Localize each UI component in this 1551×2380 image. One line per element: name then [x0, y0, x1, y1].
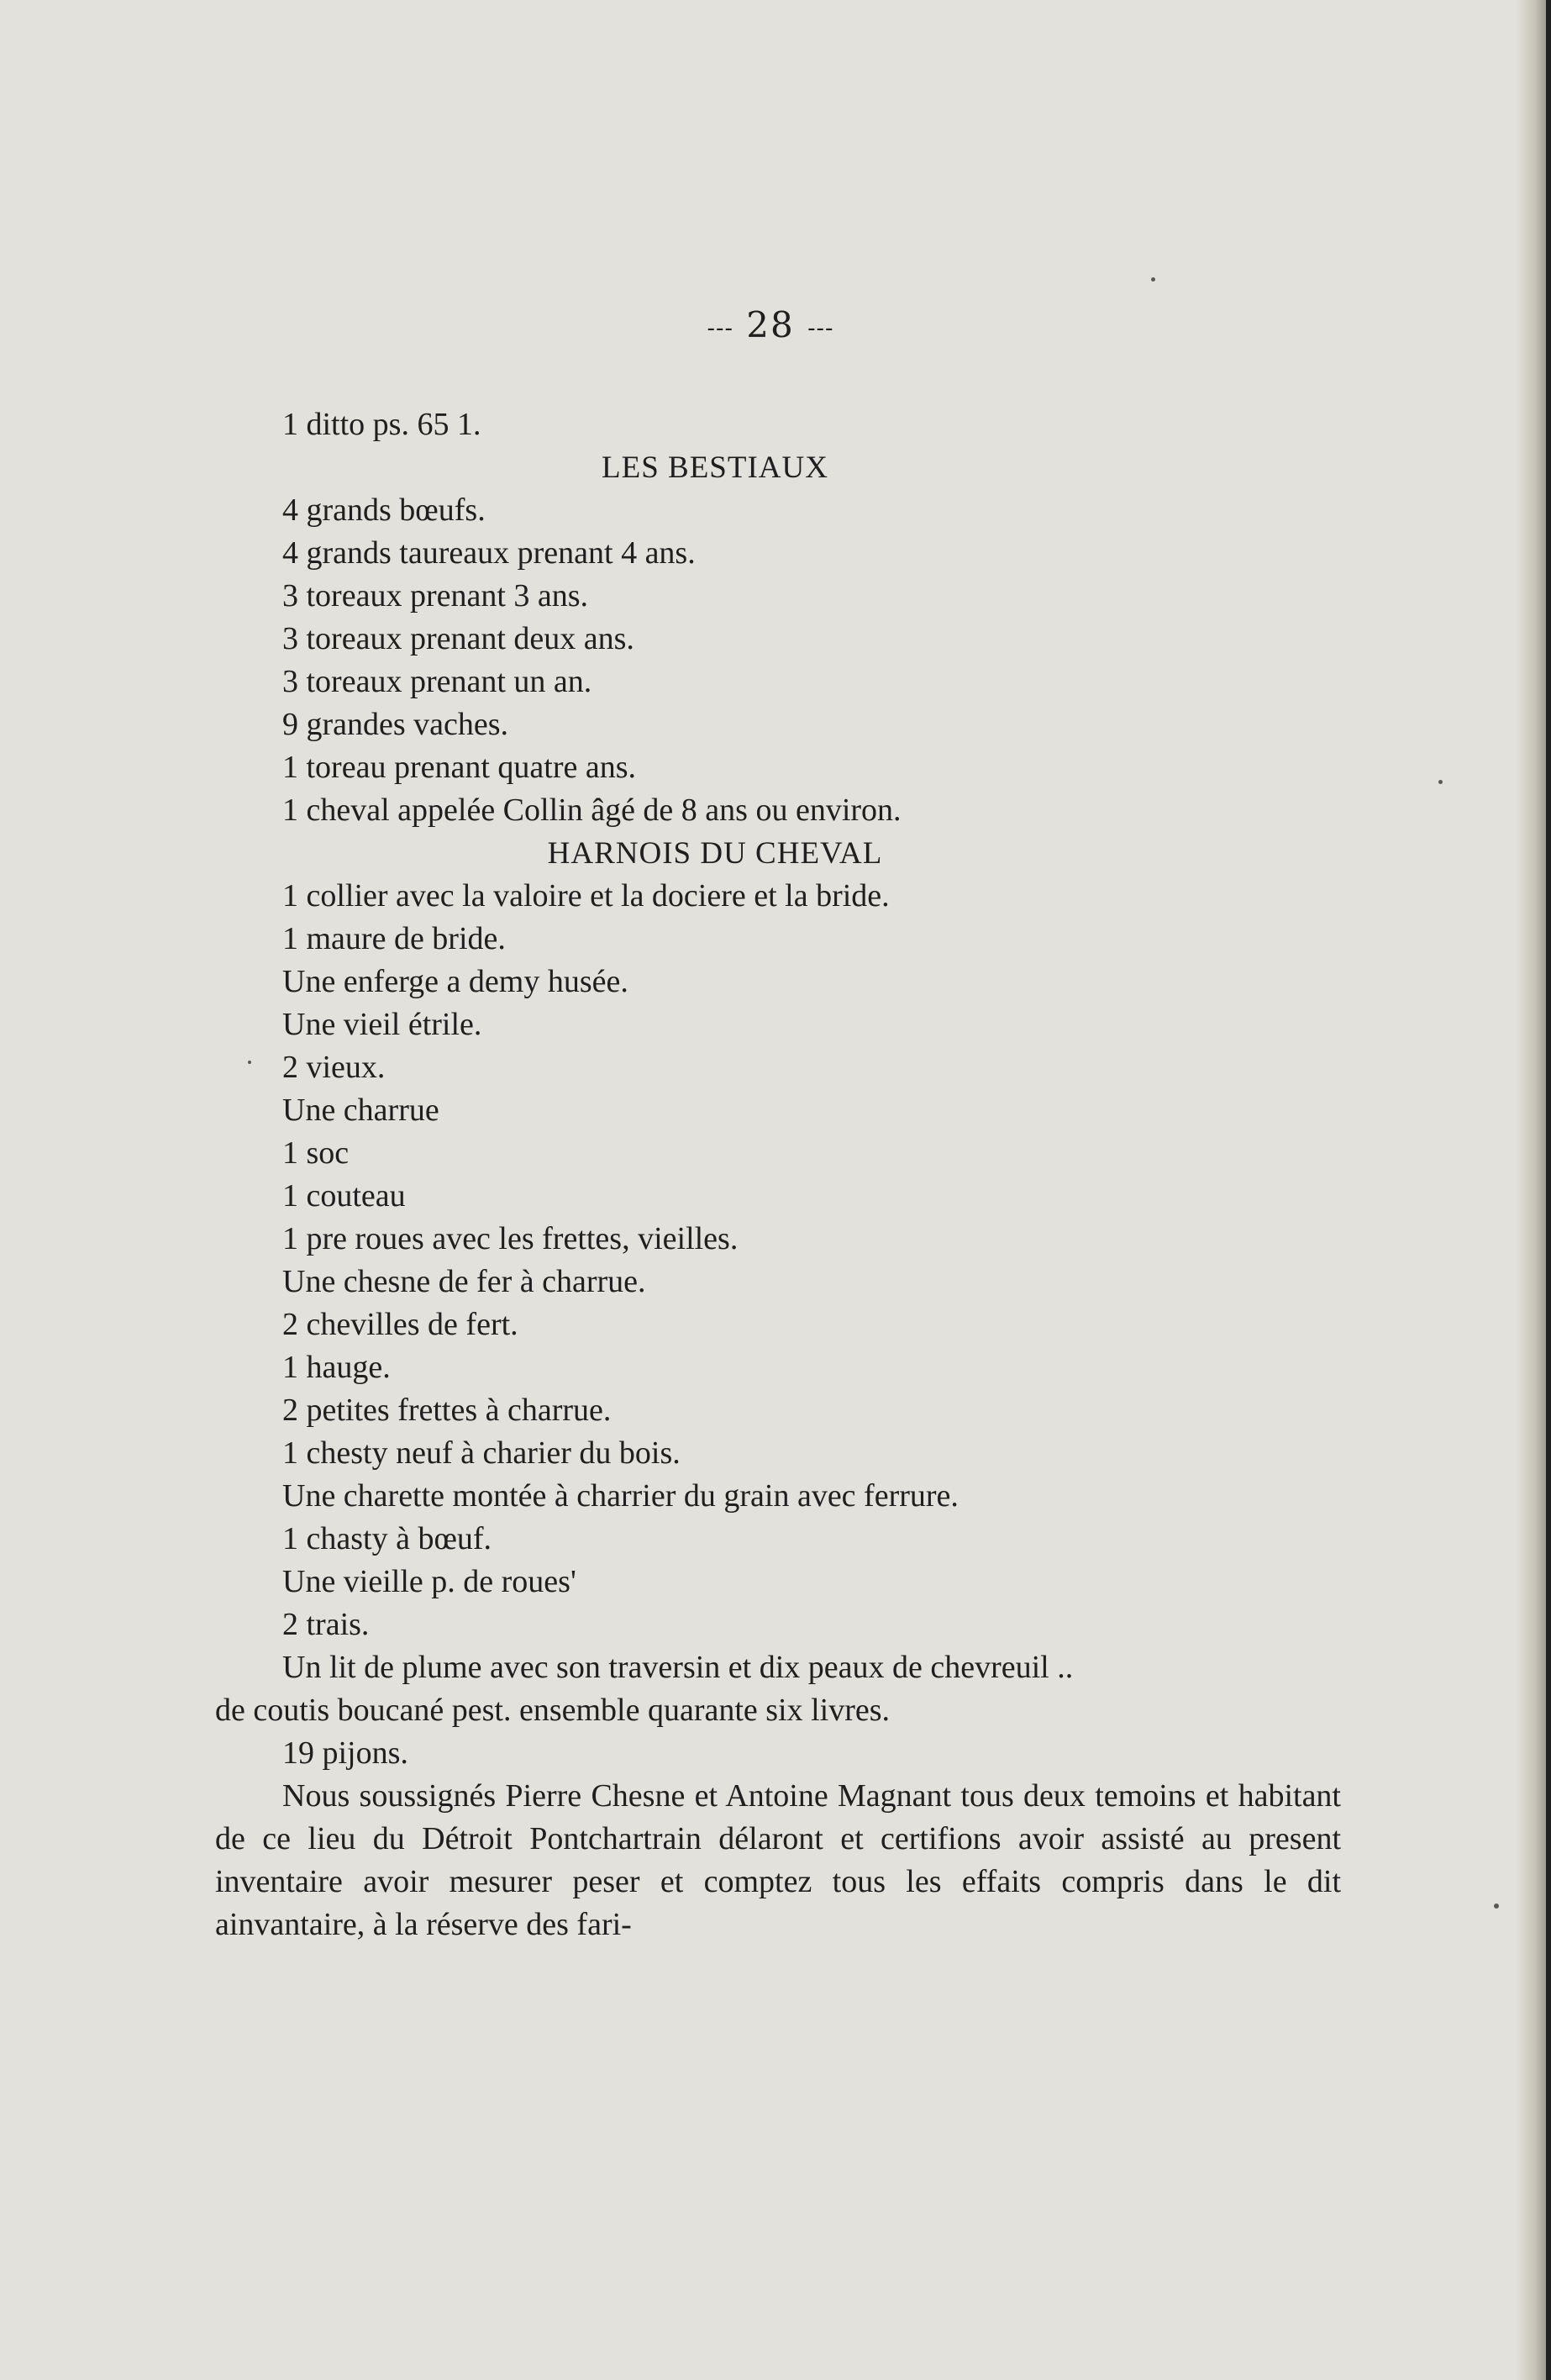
- list-item: 1 hauge.: [282, 1350, 391, 1385]
- list-item: 1 chasty à bœuf.: [282, 1521, 492, 1556]
- page-edge: [1546, 0, 1551, 2380]
- list-item: 3 toreaux prenant deux ans.: [282, 621, 634, 656]
- paper-speck: [248, 1061, 251, 1064]
- paper-speck: [1494, 1903, 1499, 1909]
- harnois-list: [215, 875, 1366, 1646]
- list-item: 9 grandes vaches.: [282, 707, 509, 742]
- list-item: 3 toreaux prenant 3 ans.: [282, 578, 589, 613]
- list-item: Une charrue: [282, 1093, 439, 1128]
- lit-line: Un lit de plume avec son traversin et dix peaux de chevreuil ..: [282, 1650, 1074, 1685]
- list-item: 1 chesty neuf à charier du bois.: [282, 1435, 681, 1471]
- paper-speck: [1151, 277, 1155, 282]
- list-item: 2 vieux.: [282, 1050, 386, 1085]
- page-number-value: 28: [746, 304, 795, 345]
- bestiaux-list: [215, 489, 1366, 832]
- section-heading-bestiaux: LES BESTIAUX: [602, 450, 828, 485]
- list-item: 3 toreaux prenant un an.: [282, 664, 592, 699]
- lit-line-continuation: de coutis boucané pest. ensemble quarante six livres.: [215, 1693, 891, 1728]
- list-item: 4 grands bœufs.: [282, 492, 486, 528]
- pijons-line: 19 pijons.: [282, 1735, 408, 1771]
- list-item: 1 pre roues avec les frettes, vieilles.: [282, 1221, 739, 1256]
- list-item: 2 chevilles de fert.: [282, 1307, 518, 1342]
- section-heading-harnois: HARNOIS DU CHEVAL: [547, 836, 883, 871]
- list-item: Une enferge a demy husée.: [282, 964, 628, 999]
- list-item: Une vieil étrile.: [282, 1007, 482, 1042]
- list-item: 4 grands taureaux prenant 4 ans.: [282, 535, 696, 571]
- closing-paragraph: [215, 1775, 1341, 1946]
- list-item: 1 couteau: [282, 1178, 406, 1214]
- list-item: Une vieille p. de roues': [282, 1564, 576, 1599]
- list-item: Une charette montée à charrier du grain avec ferrure.: [282, 1478, 959, 1514]
- closing-paragraph-text: Nous soussignés Pierre Chesne et Antoine Magnant tous deux temoins et habitant de ce lieu du Détroit Pontchartrain délaront et certifions avoir assisté au present inventaire avoir mesurer peser et comptez tous les effaits compris dans le dit ainvantaire, à la réserve des fari-: [215, 1778, 1341, 1942]
- list-item: 1 cheval appelée Collin âgé de 8 ans ou environ.: [282, 792, 902, 828]
- list-item: 2 trais.: [282, 1607, 370, 1642]
- paper-speck: [1438, 780, 1443, 784]
- list-item: 2 petites frettes à charrue.: [282, 1393, 612, 1428]
- list-item: 1 maure de bride.: [282, 921, 506, 956]
- document-body: [215, 403, 1366, 1946]
- list-item: Une chesne de fer à charrue.: [282, 1264, 646, 1299]
- list-item: 1 collier avec la valoire et la dociere et la bride.: [282, 878, 890, 914]
- list-item: 1 toreau prenant quatre ans.: [282, 750, 636, 785]
- text-line: 1 ditto ps. 65 1.: [282, 407, 481, 442]
- page-number: --- 28 ---: [707, 304, 834, 345]
- list-item: 1 soc: [282, 1135, 350, 1171]
